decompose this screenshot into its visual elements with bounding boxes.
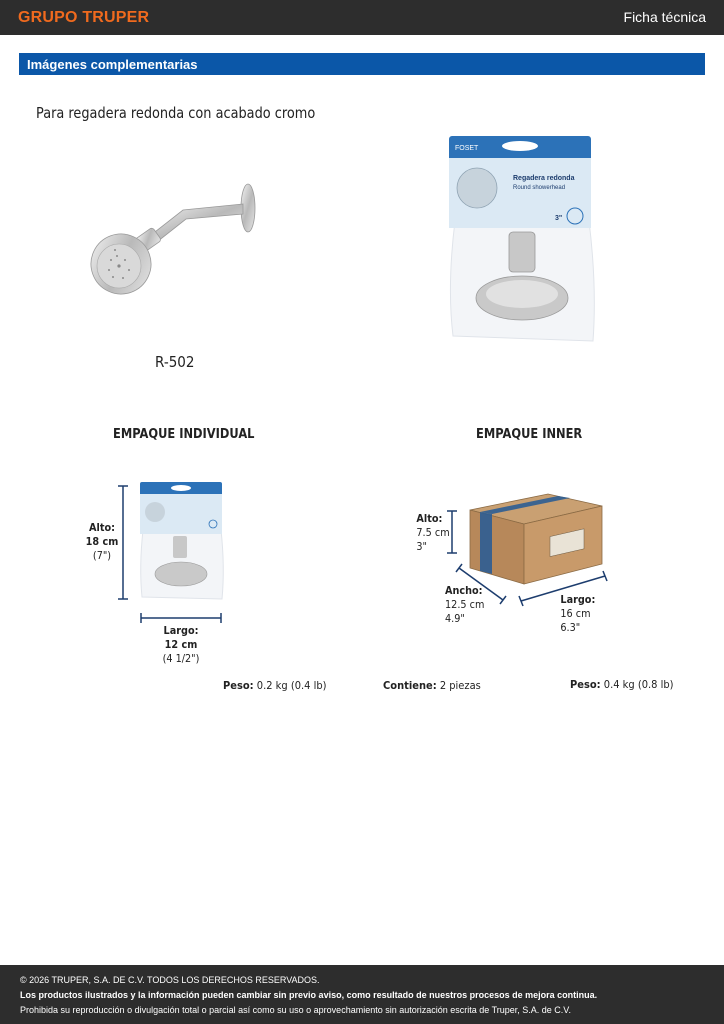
package-title-en: Round showerhead — [513, 185, 566, 191]
footer — [0, 965, 724, 1024]
product-model: R-502 — [155, 353, 195, 371]
individual-weight: Peso: 0.2 kg (0.4 lb) — [223, 679, 327, 692]
footer-copyright: © 2026 TRUPER, S.A. DE C.V. TODOS LOS DERECHOS RESERVADOS. — [20, 975, 320, 985]
individual-length-dimension: Largo: 12 cm (4 1/2") — [162, 624, 200, 665]
section-header — [19, 53, 705, 75]
inner-length-dimension: Largo: 16 cm 6.3" — [560, 593, 596, 634]
package-title-es: Regadera redonda — [513, 175, 575, 182]
individual-package-title: EMPAQUE INDIVIDUAL — [113, 427, 255, 442]
individual-height-dimension: Alto: 18 cm (7") — [85, 521, 119, 562]
footer-notice: Los productos ilustrados y la información pueden cambiar sin previo aviso, como resultado de nuestros procesos de mejora continua. — [20, 990, 598, 1000]
inner-contents: Contiene: 2 piezas — [383, 679, 481, 692]
showerhead-image — [85, 180, 265, 310]
inner-weight: Peso: 0.4 kg (0.8 lb) — [570, 678, 674, 691]
footer-prohibition: Prohibida su reproducción o divulgación total o parcial así como su uso o aprovechamiento sin autorización escrita de Truper, S.A. de C.V. — [20, 1005, 571, 1015]
package-brand: FOSET — [455, 145, 479, 152]
document-type: Ficha técnica — [623, 9, 706, 25]
inner-height-dimension: Alto: 7.5 cm 3" — [416, 512, 450, 553]
package-spec: 3" — [555, 215, 563, 222]
section-title: Imágenes complementarias — [27, 57, 198, 72]
individual-dimension-lines — [115, 482, 225, 622]
inner-package-title: EMPAQUE INNER — [476, 427, 583, 442]
top-bar — [0, 0, 724, 35]
brand-logo: GRUPO TRUPER — [18, 9, 150, 26]
packaged-product-image — [447, 136, 597, 346]
product-description: Para regadera redonda con acabado cromo — [36, 104, 316, 122]
inner-width-dimension: Ancho: 12.5 cm 4.9" — [445, 584, 485, 625]
